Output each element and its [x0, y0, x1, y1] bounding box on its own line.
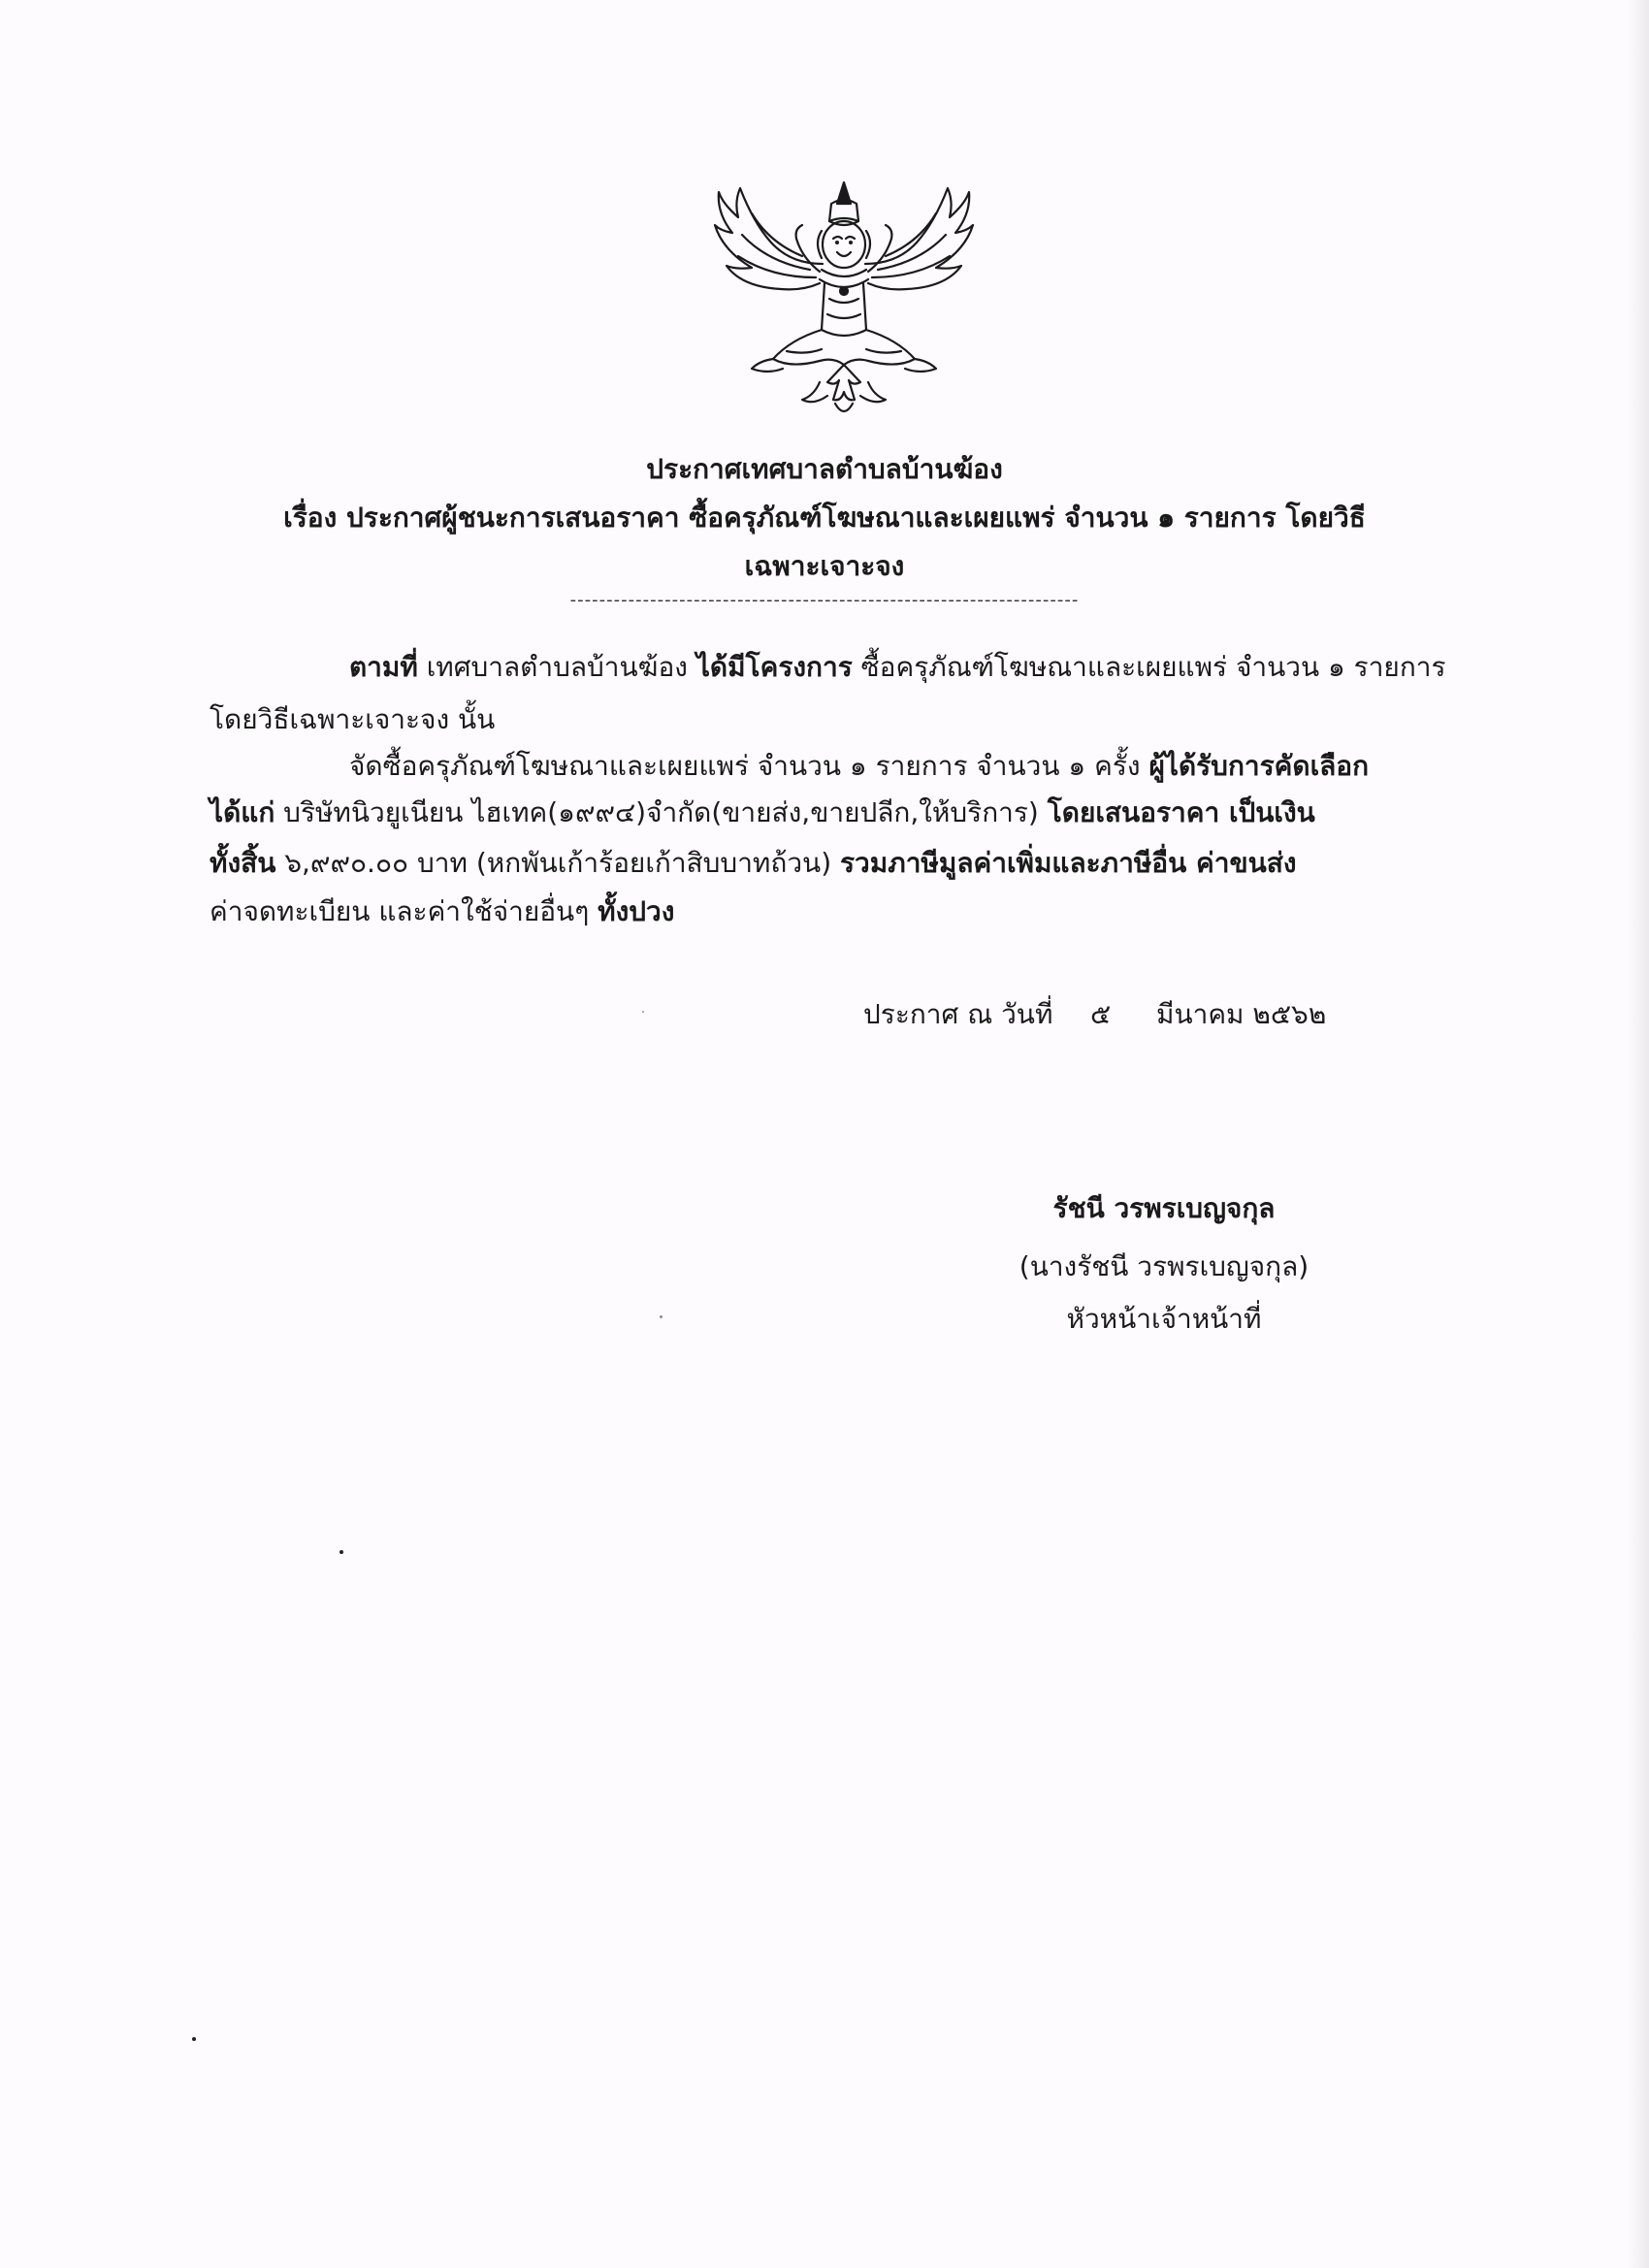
text-segment: ค่าจดทะเบียน และค่าใช้จ่ายอื่นๆ — [210, 895, 598, 927]
paragraph-1-line-1 — [349, 648, 1446, 687]
text-segment: บริษัทนิวยูเนียน ไฮเทค(๑๙๙๔)จำกัด(ขายส่ง,ขายปลีก,ให้บริการ) — [275, 796, 1048, 828]
signatory-full-name: (นางรัชนี วรพรเบญจกุล) — [1018, 1250, 1310, 1282]
scan-speck — [642, 1011, 644, 1013]
signatory-position: หัวหน้าเจ้าหน้าที่ — [1066, 1303, 1262, 1335]
text-segment: ซื้อครุภัณฑ์โฆษณาและเผยแพร่ จำนวน ๑ รายการ — [852, 651, 1446, 683]
text-segment: ตามที่ — [349, 651, 418, 683]
paragraph-1-line-2: โดยวิธีเฉพาะเจาะจง นั้น — [210, 703, 496, 735]
announcement-title: ประกาศเทศบาลตำบลบ้านฆ้อง — [646, 453, 1003, 485]
text-segment: เทศบาลตำบลบ้านฆ้อง — [417, 651, 696, 683]
text-segment: รวมภาษีมูลค่าเพิ่มและภาษีอื่น ค่าขนส่ง — [840, 847, 1297, 879]
paragraph-2-line-2 — [210, 794, 1315, 832]
paragraph-2-line-1 — [349, 747, 1369, 786]
date-month-year: มีนาคม ๒๕๖๒ — [1156, 998, 1327, 1030]
scan-speck — [660, 1315, 663, 1318]
text-segment: ได้มีโครงการ — [695, 651, 853, 683]
text-segment: ผู้ได้รับการคัดเลือก — [1148, 750, 1370, 782]
text-segment: ๖,๙๙๐.๐๐ บาท (หกพันเก้าร้อยเก้าสิบบาทถ้วน) — [275, 847, 841, 879]
text-segment: โดยเสนอราคา เป็นเงิน — [1047, 796, 1315, 828]
text-segment: ได้แก่ — [210, 796, 275, 828]
text-segment: ทั้งปวง — [598, 895, 675, 927]
garuda-emblem-icon — [713, 175, 975, 427]
scan-speck — [340, 1550, 343, 1554]
scan-speck — [192, 2037, 196, 2041]
date-day: ๕ — [1090, 998, 1112, 1030]
paragraph-2-line-3 — [210, 844, 1297, 883]
paragraph-2-line-4 — [210, 892, 674, 931]
separator-line: ---------------------------------------------------------------------- — [569, 590, 1080, 610]
announcement-subject-continued: เฉพาะเจาะจง — [744, 550, 905, 582]
announcement-subject: เรื่อง ประกาศผู้ชนะการเสนอราคา ซื้อครุภัณฑ์โฆษณาและเผยแพร่ จำนวน ๑ รายการ โดยวิธี — [283, 502, 1366, 534]
signatory-name: รัชนี วรพรเบญจกุล — [1052, 1192, 1276, 1224]
text-segment: จัดซื้อครุภัณฑ์โฆษณาและเผยแพร่ จำนวน ๑ รายการ จำนวน ๑ ครั้ง — [349, 750, 1149, 782]
date-label: ประกาศ ณ วันที่ — [863, 998, 1053, 1030]
page-edge-shadow — [1628, 0, 1649, 2268]
text-segment: ทั้งสิ้น — [210, 847, 276, 879]
